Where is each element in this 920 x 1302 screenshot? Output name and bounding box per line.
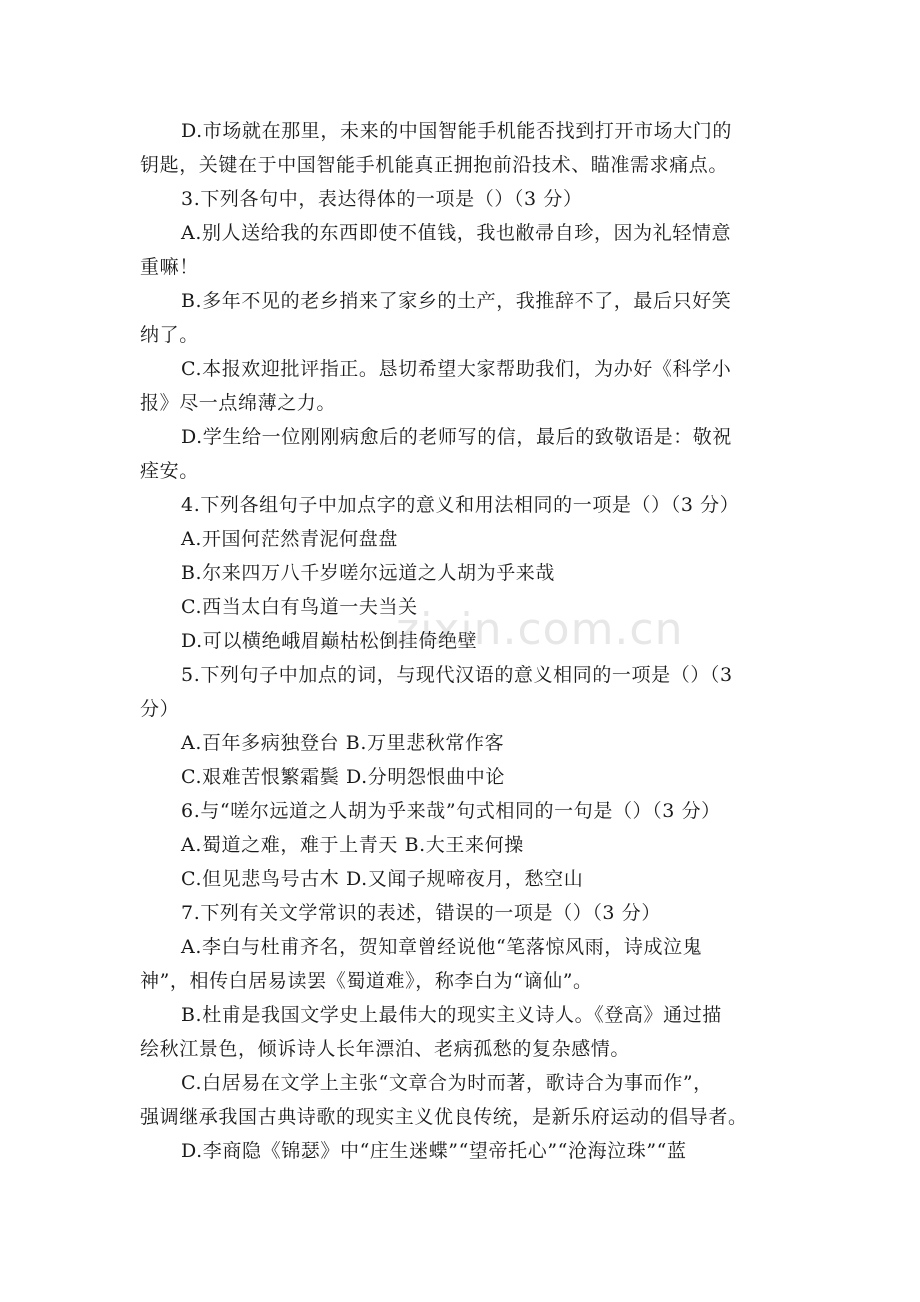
text-line: 神”，相传白居易读罢《蜀道难》，称李白为“谪仙”。 (140, 970, 593, 992)
text-line: 分） (140, 698, 180, 720)
text-line: A.蜀道之难，难于上青天 B.大王来何操 (181, 834, 524, 856)
text-line: C.艰难苦恨繁霜鬓 D.分明怨恨曲中论 (181, 766, 505, 788)
text-line: D.李商隐《锦瑟》中“庄生迷蝶”“望帝托心”“沧海泣珠”“蓝 (181, 1140, 687, 1162)
text-line: C.西当太白有鸟道一夫当关 (181, 596, 418, 618)
text-line: A.别人送给我的东西即使不值钱，我也敝帚自珍，因为礼轻情意 (181, 222, 732, 244)
text-line: 纳了。 (140, 324, 199, 346)
text-line: 3.下列各句中，表达得体的一项是（）（3 分） (181, 188, 583, 210)
text-line: 绘秋江景色，倾诉诗人长年漂泊、老病孤愁的复杂感情。 (140, 1038, 631, 1060)
text-line: 强调继承我国古典诗歌的现实主义优良传统，是新乐府运动的倡导者。 (140, 1106, 748, 1128)
text-line: 钥匙，关键在于中国智能手机能真正拥抱前沿技术、瞄准需求痛点。 (140, 154, 729, 176)
text-line: 报》尽一点绵薄之力。 (140, 392, 337, 414)
text-line: 7.下列有关文学常识的表述，错误的一项是（）（3 分） (181, 902, 661, 924)
text-line: D.可以横绝峨眉巅枯松倒挂倚绝壁 (181, 630, 478, 652)
text-line: B.尔来四万八千岁嗟尔远道之人胡为乎来哉 (181, 562, 556, 584)
text-line: A.开国何茫然青泥何盘盘 (181, 528, 398, 550)
watermark: zixin.com.cn (396, 604, 684, 655)
text-line: 重嘛！ (140, 256, 199, 278)
text-line: C.本报欢迎批评指正。恳切希望大家帮助我们，为办好《科学小 (181, 358, 732, 380)
text-line: A.李白与杜甫齐名，贺知章曾经说他“笔落惊风雨，诗成泣鬼 (181, 936, 703, 958)
text-line: D.市场就在那里，未来的中国智能手机能否找到打开市场大门的 (181, 120, 732, 142)
text-line: B.多年不见的老乡捎来了家乡的土产，我推辞不了，最后只好笑 (181, 290, 732, 312)
text-line: 5.下列句子中加点的词，与现代汉语的意义相同的一项是（）（3 (181, 664, 733, 686)
text-line: C.白居易在文学上主张“文章合为时而著，歌诗合为事而作”， (181, 1072, 713, 1094)
text-line: 痊安。 (140, 460, 199, 482)
document-body (140, 114, 800, 1168)
text-line: A.百年多病独登台 B.万里悲秋常作客 (181, 732, 505, 754)
text-line: C.但见悲鸟号古木 D.又闻子规啼夜月，愁空山 (181, 868, 584, 890)
text-line: D.学生给一位刚刚病愈后的老师写的信，最后的致敬语是：敬祝 (181, 426, 732, 448)
text-line: 6.与“嗟尔远道之人胡为乎来哉”句式相同的一句是（）（3 分） (181, 800, 721, 822)
text-line: 4.下列各组句子中加点字的意义和用法相同的一项是（）（3 分） (181, 494, 740, 516)
text-line: B.杜甫是我国文学史上最伟大的现实主义诗人。《登高》通过描 (181, 1004, 722, 1026)
